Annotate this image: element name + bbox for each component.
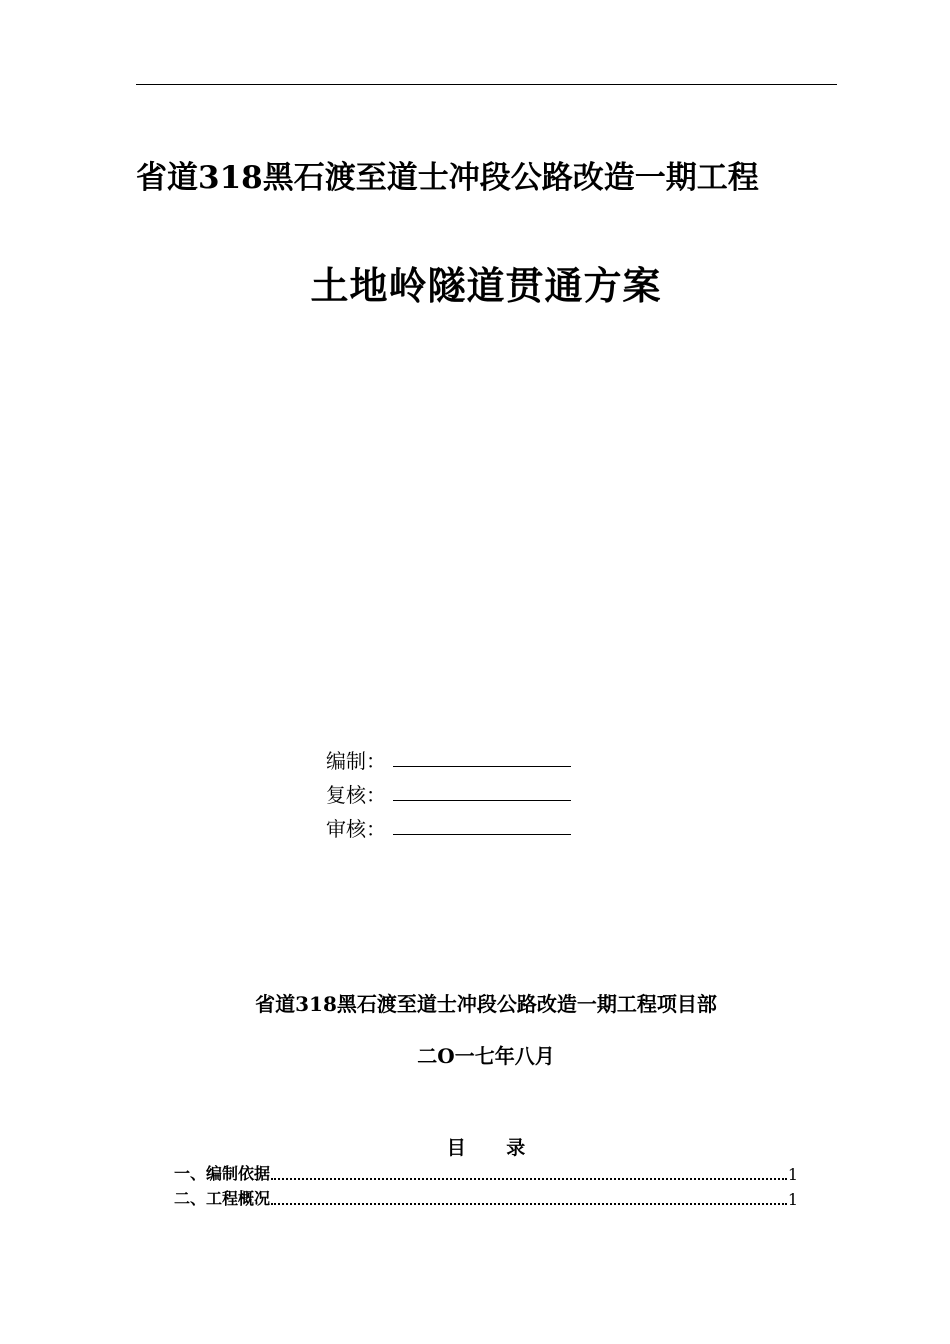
toc-leader-dots [271, 1203, 787, 1205]
document-title: 土地岭隧道贯通方案 [310, 263, 662, 308]
toc-entry-title[interactable]: 一、编制依据 [174, 1164, 271, 1183]
toc-entry-page: 1 [787, 1190, 798, 1209]
project-title: 省道318黑石渡至道士冲段公路改造一期工程 [136, 160, 759, 196]
signature-line [393, 800, 571, 801]
signoff-label: 复核： [326, 783, 386, 807]
signoff-row-compiled [326, 745, 386, 773]
header-rule [136, 84, 837, 85]
toc-title: 目 录 [446, 1137, 526, 1159]
signoff-label: 编制： [326, 749, 386, 773]
document-date: 二O一七年八月 [417, 1044, 555, 1068]
toc-entry-title[interactable]: 二、工程概况 [174, 1189, 271, 1208]
toc-leader-dots [271, 1178, 787, 1180]
signoff-row-checked [326, 779, 386, 807]
signoff-label: 审核： [326, 817, 386, 841]
signature-line [393, 766, 571, 767]
signoff-row-reviewed [326, 813, 386, 841]
organization-name: 省道318黑石渡至道士冲段公路改造一期工程项目部 [255, 992, 717, 1016]
toc-entry[interactable] [174, 1162, 798, 1184]
toc-entry[interactable] [174, 1187, 798, 1209]
signature-line [393, 834, 571, 835]
toc-entry-page: 1 [787, 1165, 798, 1184]
